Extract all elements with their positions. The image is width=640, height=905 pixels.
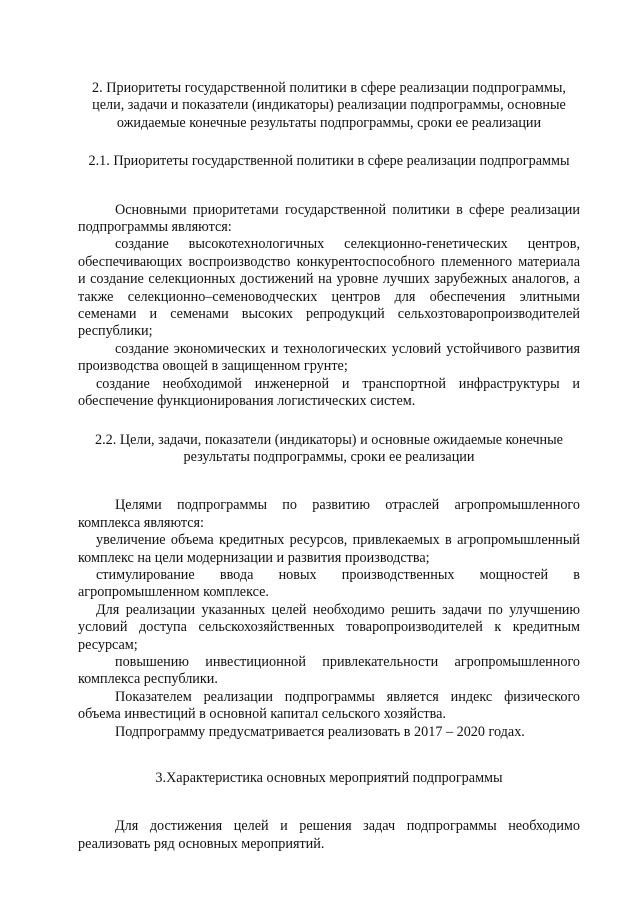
paragraph-goal-1: увеличение объема кредитных ресурсов, привлекаемых в агропромышленный комплекс на цели модернизации и развития производства; [78, 532, 580, 566]
paragraph-measures-intro: Для достижения целей и решения задач подпрограммы необходимо реализовать ряд основных мероприятий. [78, 818, 580, 852]
section-heading-2: 2. Приоритеты государственной политики в сфере реализации подпрограммы, цели, задачи и показатели (индикаторы) реализации подпрограммы, основные ожидаемые конечные результаты подпрограммы, сроки ее реализации [92, 80, 566, 131]
paragraph-priority-1: создание высокотехнологичных селекционно-генетических центров, обеспечивающих воспроизводство конкурентоспособного племенного материала и создание селекционных достижений на уровне лучших зарубежных аналогов, а также селекционно–семеноводческих центров для обеспечения элитными семенами и семенами высоких репродукций сельхозтоваропроизводителей республики; [78, 236, 580, 340]
section-heading-3: 3.Характеристика основных мероприятий подпрограммы [155, 770, 503, 786]
section-heading-2-2: 2.2. Цели, задачи, показатели (индикаторы) и основные ожидаемые конечные результаты подпрограммы, сроки ее реализации [95, 431, 563, 465]
paragraph-priorities-intro: Основными приоритетами государственной политики в сфере реализации подпрограммы являются: [78, 201, 580, 236]
paragraph-period: Подпрограмму предусматривается реализовать в 2017 – 2020 годах. [115, 723, 525, 740]
section-heading-2-1: 2.1. Приоритеты государственной политики в сфере реализации подпрограммы [88, 153, 570, 170]
paragraph-task-2: повышению инвестиционной привлекательности агропромышленного комплекса республики. [78, 653, 580, 688]
paragraph-goals-intro: Целями подпрограммы по развитию отраслей агропромышленного комплекса являются: [78, 497, 580, 531]
document-page [78, 80, 580, 853]
paragraph-tasks: Для реализации указанных целей необходимо решить задачи по улучшению условий доступа сельскохозяйственных товаропроизводителей к кредитным ресурсам; [78, 601, 580, 653]
paragraph-priority-2: создание экономических и технологических условий устойчивого развития производства овощей в защищенном грунте; [78, 340, 580, 375]
paragraph-indicator: Показателем реализации подпрограммы является индекс физического объема инвестиций в основной капитал сельского хозяйства. [78, 688, 580, 723]
paragraph-priority-3: создание необходимой инженерной и транспортной инфраструктуры и обеспечение функционирования логистических систем. [78, 375, 580, 410]
paragraph-goal-2: стимулирование ввода новых производственных мощностей в агропромышленном комплексе. [78, 566, 580, 601]
